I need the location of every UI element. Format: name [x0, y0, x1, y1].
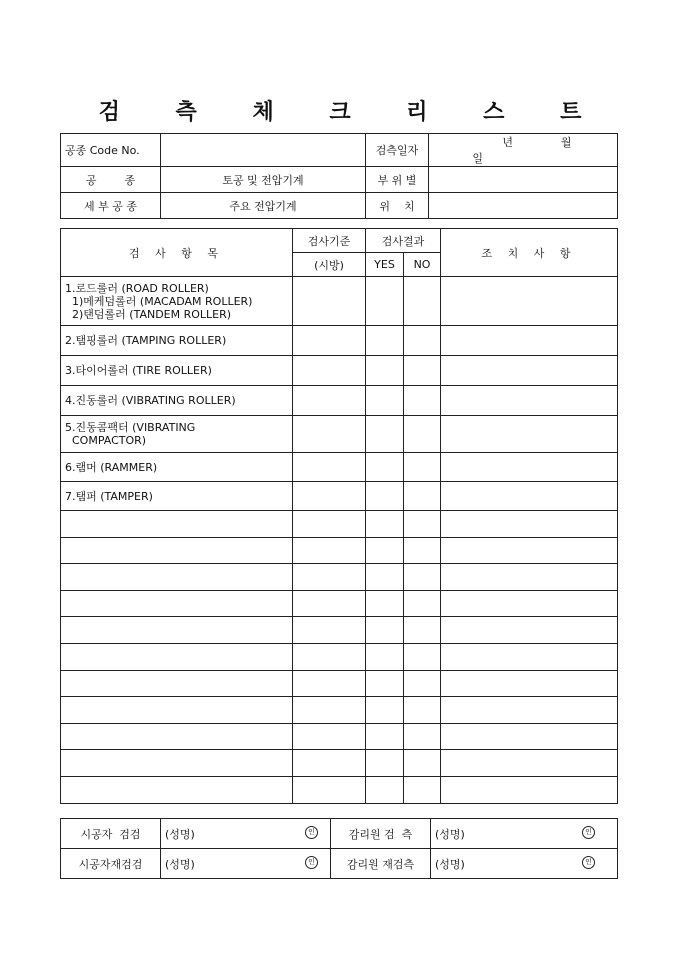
header-label: 위 치: [366, 193, 429, 219]
action-cell[interactable]: [441, 386, 618, 416]
yes-cell[interactable]: [366, 697, 404, 724]
item-cell[interactable]: [61, 537, 293, 564]
empty-row: [61, 643, 618, 670]
header-value[interactable]: 토공 및 전압기계: [161, 167, 366, 193]
check-item-line: 2)탠덤롤러 (TANDEM ROLLER): [65, 307, 232, 321]
std-header: 검사기준: [293, 229, 366, 253]
seal-icon: 인: [582, 826, 595, 839]
empty-row: [61, 537, 618, 564]
signer-name-field[interactable]: [431, 819, 618, 849]
empty-row: [61, 564, 618, 591]
action-cell[interactable]: [441, 453, 618, 482]
header-value[interactable]: [161, 134, 366, 167]
empty-row: [61, 617, 618, 644]
yes-cell[interactable]: [366, 776, 404, 803]
header-value[interactable]: [429, 193, 618, 219]
yes-cell[interactable]: [366, 416, 404, 453]
check-item-line: 5.진동콤팩터 (VIBRATING: [65, 421, 196, 434]
std-cell[interactable]: [293, 643, 366, 670]
check-item-line: 1)메케덤롤러 (MACADAM ROLLER): [65, 294, 253, 308]
seal-icon: 인: [305, 856, 318, 869]
std-cell[interactable]: [293, 697, 366, 724]
empty-row: [61, 590, 618, 617]
table-row: [61, 326, 618, 356]
signer-name-field[interactable]: [161, 849, 331, 879]
check-item: [61, 326, 293, 356]
yes-cell[interactable]: [366, 511, 404, 538]
action-header: 조 치 사 항: [441, 229, 618, 277]
no-cell[interactable]: [404, 723, 441, 750]
check-item-line: COMPACTOR): [65, 434, 147, 447]
action-cell[interactable]: [441, 723, 618, 750]
signer-label: 시공자재검검: [61, 849, 161, 879]
check-item-line: 2.탬핑롤러 (TAMPING ROLLER): [65, 334, 227, 347]
table-head-row: [61, 229, 618, 253]
check-item-line: 1.로드롤러 (ROAD ROLLER): [65, 281, 209, 295]
no-cell[interactable]: [404, 386, 441, 416]
std-subheader: (시방): [293, 253, 366, 277]
check-item: [61, 416, 293, 453]
check-item: [61, 482, 293, 511]
day-label: 일: [472, 152, 483, 165]
no-cell[interactable]: [404, 750, 441, 777]
header-label: 공 종: [61, 167, 161, 193]
item-cell[interactable]: [61, 750, 293, 777]
check-item: [61, 386, 293, 416]
signer-label: 감리원 재검측: [331, 849, 431, 879]
signature-row: [61, 819, 618, 849]
action-cell[interactable]: [441, 511, 618, 538]
action-cell[interactable]: [441, 776, 618, 803]
yes-cell[interactable]: [366, 453, 404, 482]
header-label: 세 부 공 종: [61, 193, 161, 219]
check-item-line: 7.탬퍼 (TAMPER): [65, 489, 153, 503]
std-cell[interactable]: [293, 326, 366, 356]
action-cell[interactable]: [441, 277, 618, 326]
item-cell[interactable]: [61, 564, 293, 591]
std-cell[interactable]: [293, 453, 366, 482]
no-cell[interactable]: [404, 277, 441, 326]
std-cell[interactable]: [293, 482, 366, 511]
header-value[interactable]: 주요 전압기계: [161, 193, 366, 219]
std-cell[interactable]: [293, 564, 366, 591]
no-cell[interactable]: [404, 326, 441, 356]
header-value[interactable]: [429, 167, 618, 193]
std-cell[interactable]: [293, 590, 366, 617]
std-cell[interactable]: [293, 537, 366, 564]
no-cell[interactable]: [404, 776, 441, 803]
item-cell[interactable]: [61, 776, 293, 803]
name-label: (성명): [165, 827, 195, 841]
header-row: [61, 193, 618, 219]
month-label: 월: [560, 136, 572, 149]
action-cell[interactable]: [441, 416, 618, 453]
table-row: [61, 453, 618, 482]
header-row: [61, 167, 618, 193]
item-cell[interactable]: [61, 697, 293, 724]
signer-label: 감리원 검 측: [331, 819, 431, 849]
item-header: 검 사 항 목: [61, 229, 293, 277]
check-item-line: 4.진동롤러 (VIBRATING ROLLER): [65, 394, 236, 407]
table-row: [61, 482, 618, 511]
check-item: [61, 277, 293, 326]
std-cell[interactable]: [293, 750, 366, 777]
no-cell[interactable]: [404, 670, 441, 697]
no-cell[interactable]: [404, 617, 441, 644]
yes-cell[interactable]: [366, 723, 404, 750]
check-item: [61, 453, 293, 482]
action-cell[interactable]: [441, 617, 618, 644]
header-label: 공종 Code No.: [61, 134, 161, 167]
empty-row: [61, 776, 618, 803]
table-row: [61, 386, 618, 416]
yes-cell[interactable]: [366, 750, 404, 777]
action-cell[interactable]: [441, 537, 618, 564]
signature-row: [61, 849, 618, 879]
name-label: (성명): [435, 857, 465, 871]
check-item-line: 6.램머 (RAMMER): [65, 460, 158, 474]
std-cell[interactable]: [293, 511, 366, 538]
no-cell[interactable]: [404, 453, 441, 482]
empty-row: [61, 670, 618, 697]
date-field[interactable]: [429, 134, 618, 167]
std-cell[interactable]: [293, 723, 366, 750]
no-cell[interactable]: [404, 416, 441, 453]
std-cell[interactable]: [293, 386, 366, 416]
yes-cell[interactable]: [366, 356, 404, 386]
item-cell[interactable]: [61, 617, 293, 644]
no-cell[interactable]: [404, 356, 441, 386]
action-cell[interactable]: [441, 670, 618, 697]
item-cell[interactable]: [61, 723, 293, 750]
seal-icon: 인: [305, 826, 318, 839]
empty-row: [61, 511, 618, 538]
std-cell[interactable]: [293, 670, 366, 697]
item-cell[interactable]: [61, 670, 293, 697]
empty-row: [61, 723, 618, 750]
signer-label: 시공자 검검: [61, 819, 161, 849]
no-cell[interactable]: [404, 697, 441, 724]
yes-cell[interactable]: [366, 643, 404, 670]
header-label: 검측일자: [366, 134, 429, 167]
name-label: (성명): [435, 827, 465, 841]
yes-cell[interactable]: [366, 386, 404, 416]
signer-name-field[interactable]: [161, 819, 331, 849]
std-cell[interactable]: [293, 416, 366, 453]
no-cell[interactable]: [404, 643, 441, 670]
signer-name-field[interactable]: [431, 849, 618, 879]
table-row: [61, 416, 618, 453]
year-label: 년: [502, 136, 513, 149]
yes-cell[interactable]: [366, 482, 404, 511]
action-cell[interactable]: [441, 590, 618, 617]
page-title: 검 측 체 크 리 스 트: [98, 99, 606, 125]
no-cell[interactable]: [404, 537, 441, 564]
item-cell[interactable]: [61, 590, 293, 617]
seal-icon: 인: [582, 856, 595, 869]
action-cell[interactable]: [441, 482, 618, 511]
empty-row: [61, 697, 618, 724]
no-cell[interactable]: [404, 564, 441, 591]
table-row: [61, 277, 618, 326]
yes-cell[interactable]: [366, 537, 404, 564]
action-cell[interactable]: [441, 643, 618, 670]
no-cell[interactable]: [404, 590, 441, 617]
yes-cell[interactable]: [366, 277, 404, 326]
action-cell[interactable]: [441, 750, 618, 777]
yes-cell[interactable]: [366, 564, 404, 591]
std-cell[interactable]: [293, 617, 366, 644]
item-cell[interactable]: [61, 511, 293, 538]
table-row: [61, 356, 618, 386]
signature-table: [60, 818, 618, 879]
no-cell[interactable]: [404, 511, 441, 538]
yes-cell[interactable]: [366, 326, 404, 356]
std-cell[interactable]: [293, 776, 366, 803]
std-cell[interactable]: [293, 277, 366, 326]
no-cell[interactable]: [404, 482, 441, 511]
empty-row: [61, 750, 618, 777]
no-header: NO: [404, 253, 441, 277]
action-cell[interactable]: [441, 564, 618, 591]
header-label: 부 위 별: [366, 167, 429, 193]
yes-cell[interactable]: [366, 617, 404, 644]
name-label: (성명): [165, 857, 195, 871]
header-row: [61, 134, 618, 167]
check-item: [61, 356, 293, 386]
action-cell[interactable]: [441, 356, 618, 386]
action-cell[interactable]: [441, 326, 618, 356]
yes-header: YES: [366, 253, 404, 277]
result-header: 검사결과: [366, 229, 441, 253]
yes-cell[interactable]: [366, 670, 404, 697]
yes-cell[interactable]: [366, 590, 404, 617]
item-cell[interactable]: [61, 643, 293, 670]
std-cell[interactable]: [293, 356, 366, 386]
header-table: [60, 133, 618, 219]
check-item-line: 3.타이어롤러 (TIRE ROLLER): [65, 364, 212, 377]
checklist-table: [60, 228, 618, 804]
action-cell[interactable]: [441, 697, 618, 724]
